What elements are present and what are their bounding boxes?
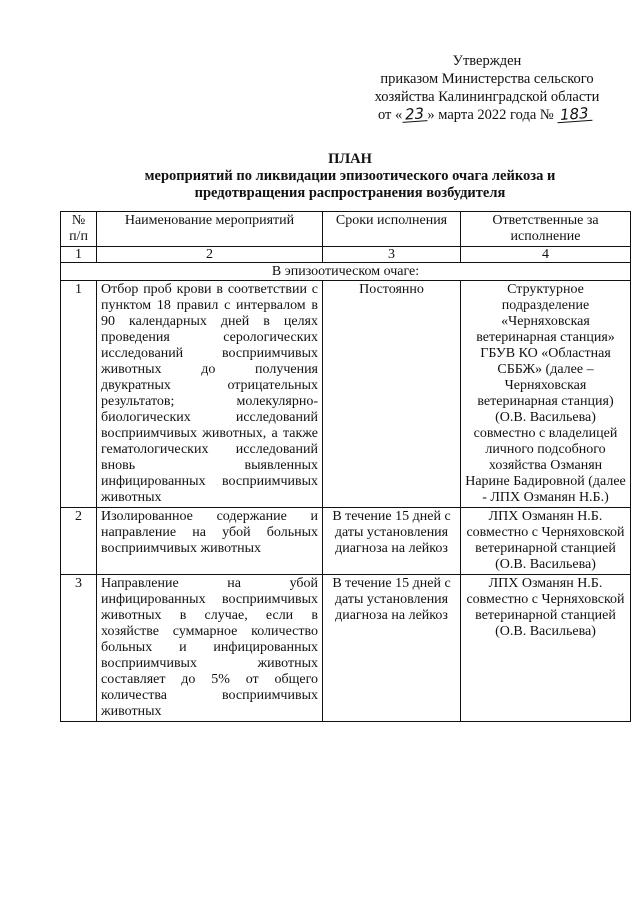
plan-heading — [60, 151, 640, 202]
column-number-1: 1 — [61, 247, 97, 263]
plan-subtitle-1: мероприятий по ликвидации эпизоотического очага лейкоза и — [144, 168, 556, 184]
handwritten-day: 23 — [402, 106, 428, 123]
section-title: В эпизоотическом очаге: — [61, 263, 631, 281]
row-action: Изолированное содержание и направление на убой больных восприимчивых животных — [97, 508, 323, 575]
column-number-3: 3 — [323, 247, 461, 263]
column-number-row — [61, 247, 631, 263]
column-number-4: 4 — [461, 247, 631, 263]
table-header-row — [61, 212, 631, 247]
row-action: Отбор проб крови в соответствии с пунктом 18 правил с интервалом в 90 календарных дней в целях проведения серологических исследований восприимчивых животных до получения двукратных отрицательных результатов; молекулярно-биологических исследований восприимчивых животных, а также гематологических исследований вновь выявленных инфицированных восприимчивых животных — [97, 281, 323, 508]
row-term: Постоянно — [323, 281, 461, 508]
header-term: Сроки исполнения — [323, 212, 461, 247]
date-prefix: от « — [378, 107, 403, 123]
row-responsible: ЛПХ Озманян Н.Б. совместно с Черняховской ветеринарной станцией (О.В. Васильева) — [461, 508, 631, 575]
plan-subtitle-2: предотвращения распространения возбудителя — [194, 185, 506, 201]
approval-line-1: Утвержден — [452, 53, 522, 69]
row-action: Направление на убой инфицированных восприимчивых животных в случае, если в хозяйстве суммарное количество больных и инфицированных восприимчивых животных составляет до 5% от общего количества восприимчивых животных — [97, 575, 323, 722]
row-number: 3 — [61, 575, 97, 722]
row-responsible: ЛПХ Озманян Н.Б. совместно с Черняховской ветеринарной станцией (О.В. Васильева) — [461, 575, 631, 722]
approval-line-2: приказом Министерства сельского — [380, 71, 594, 87]
table-row — [61, 508, 631, 575]
header-number: № п/п — [61, 212, 97, 247]
approval-date-line — [358, 106, 612, 124]
plan-title: ПЛАН — [328, 151, 372, 167]
handwritten-order-number: 183 — [557, 106, 593, 123]
row-term: В течение 15 дней с даты установления диагноза на лейкоз — [323, 508, 461, 575]
approval-block — [362, 52, 612, 124]
row-term: В течение 15 дней с даты установления диагноза на лейкоз — [323, 575, 461, 722]
plan-table — [60, 211, 631, 722]
table-row — [61, 281, 631, 508]
approval-line-3: хозяйства Калининградской области — [374, 89, 600, 105]
header-responsible: Ответственные за исполнение — [461, 212, 631, 247]
table-row — [61, 575, 631, 722]
row-number: 1 — [61, 281, 97, 508]
column-number-2: 2 — [97, 247, 323, 263]
section-row — [61, 263, 631, 281]
row-number: 2 — [61, 508, 97, 575]
header-action: Наименование мероприятий — [97, 212, 323, 247]
row-responsible: Структурное подразделение «Черняховская ветеринарная станция» ГБУВ КО «Областная СББЖ» (далее – Черняховская ветеринарная станция) (О.В. Васильева) совместно с владелицей личного подсобного хозяйства Озманян Нарине Бадировной (далее - ЛПХ Озманян Н.Б.) — [461, 281, 631, 508]
date-middle: » марта 2022 года № — [427, 107, 554, 123]
